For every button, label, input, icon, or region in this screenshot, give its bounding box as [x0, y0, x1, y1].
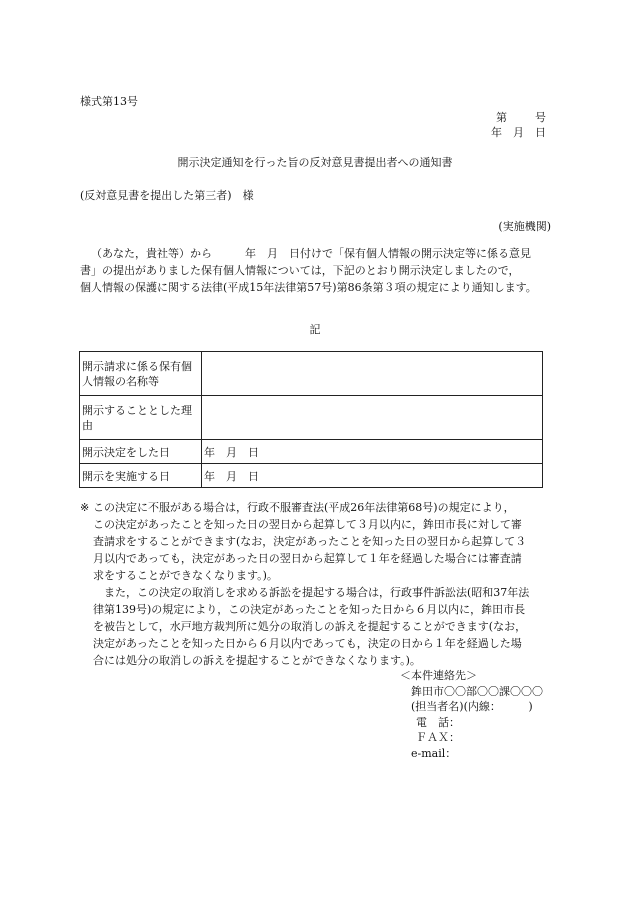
row-value: [202, 396, 543, 440]
body-line-2: 書」の提出がありました保有個人情報については，下記のとおり開示決定しましたので，: [80, 264, 520, 277]
table-row: [80, 396, 543, 440]
number-suffix: 号: [535, 111, 546, 124]
row-label: 開示決定をした日: [80, 440, 202, 464]
table-row: [80, 464, 543, 488]
contact-department: 鉾田市〇〇部〇〇課〇〇〇: [411, 684, 543, 698]
note-line: を被告として，水戸地方裁判所に処分の取消しの訴えを提起することができます(なお，: [93, 620, 527, 633]
body-line-1: （あなた，貴社等）から 年 月 日付けで「保有個人情報の開示決定等に係る意見: [91, 247, 531, 260]
form-number-label: 様式第13号: [80, 95, 138, 108]
note-line: 律第139号)の規定により，この決定があったことを知った日から６月以内に，鉾田市長: [93, 603, 526, 616]
note-line: 決定があったことを知った日から６月以内であっても，決定の日から１年を経過した場: [93, 637, 522, 650]
issue-date-line: 年 月 日: [491, 126, 546, 139]
contact-heading: ＜本件連絡先＞: [400, 669, 477, 682]
contact-info: [400, 668, 543, 761]
ki-heading: 記: [309, 323, 321, 336]
note-line: この決定があったことを知った日の翌日から起算して３月以内に，鉾田市長に対して審: [93, 518, 522, 531]
table-row: [80, 440, 543, 464]
notice-body: [80, 245, 554, 296]
note-line: [80, 499, 560, 516]
contact-person: (担当者名)(内線： ): [411, 700, 533, 713]
note-line: 求をすることができなくなります。)。: [93, 569, 278, 582]
contact-email: e-mail：: [411, 746, 457, 760]
row-value: 年 月 日: [202, 440, 543, 464]
note-line: また，この決定の取消しを求める訴訟を提起する場合は，行政事件訴訟法(昭和37年法: [104, 586, 530, 599]
row-label: 開示することとした理由: [80, 396, 202, 440]
row-label: 開示請求に係る保有個人情報の名称等: [80, 352, 202, 396]
issuing-agency: (実施機関): [498, 220, 551, 233]
note-mark: ※: [80, 501, 90, 514]
row-value: 年 月 日: [202, 464, 543, 488]
table-row: [80, 352, 543, 396]
body-line-3: 個人情報の保護に関する法律(平成15年法律第57号)第86条第３項の規定により通知します。: [80, 281, 537, 294]
number-prefix: 第: [496, 111, 507, 124]
note-line: 合には処分の取消しの訴えを提起することができなくなります。)。: [93, 654, 421, 667]
note-text: この決定に不服がある場合は，行政不服審査法(平成26年法律第68号)の規定により，: [93, 501, 515, 514]
document-title: 開示決定通知を行った旨の反対意見書提出者への通知書: [177, 156, 453, 169]
disclosure-info-table: [79, 351, 543, 488]
row-label: 開示を実施する日: [80, 464, 202, 488]
note-line: 月以内であっても，決定があった日の翌日から起算して１年を経過した場合には審査請: [93, 552, 522, 565]
row-value: [202, 352, 543, 396]
contact-phone: 電 話：: [416, 715, 460, 729]
contact-fax: ＦＡＸ：: [416, 731, 460, 744]
addressee: (反対意見書を提出した第三者) 様: [80, 189, 254, 202]
appeal-notes: [80, 499, 560, 669]
document-number-line: [496, 110, 546, 125]
note-line: 査請求をすることができます(なお，決定があったことを知った日の翌日から起算して３: [93, 535, 527, 548]
